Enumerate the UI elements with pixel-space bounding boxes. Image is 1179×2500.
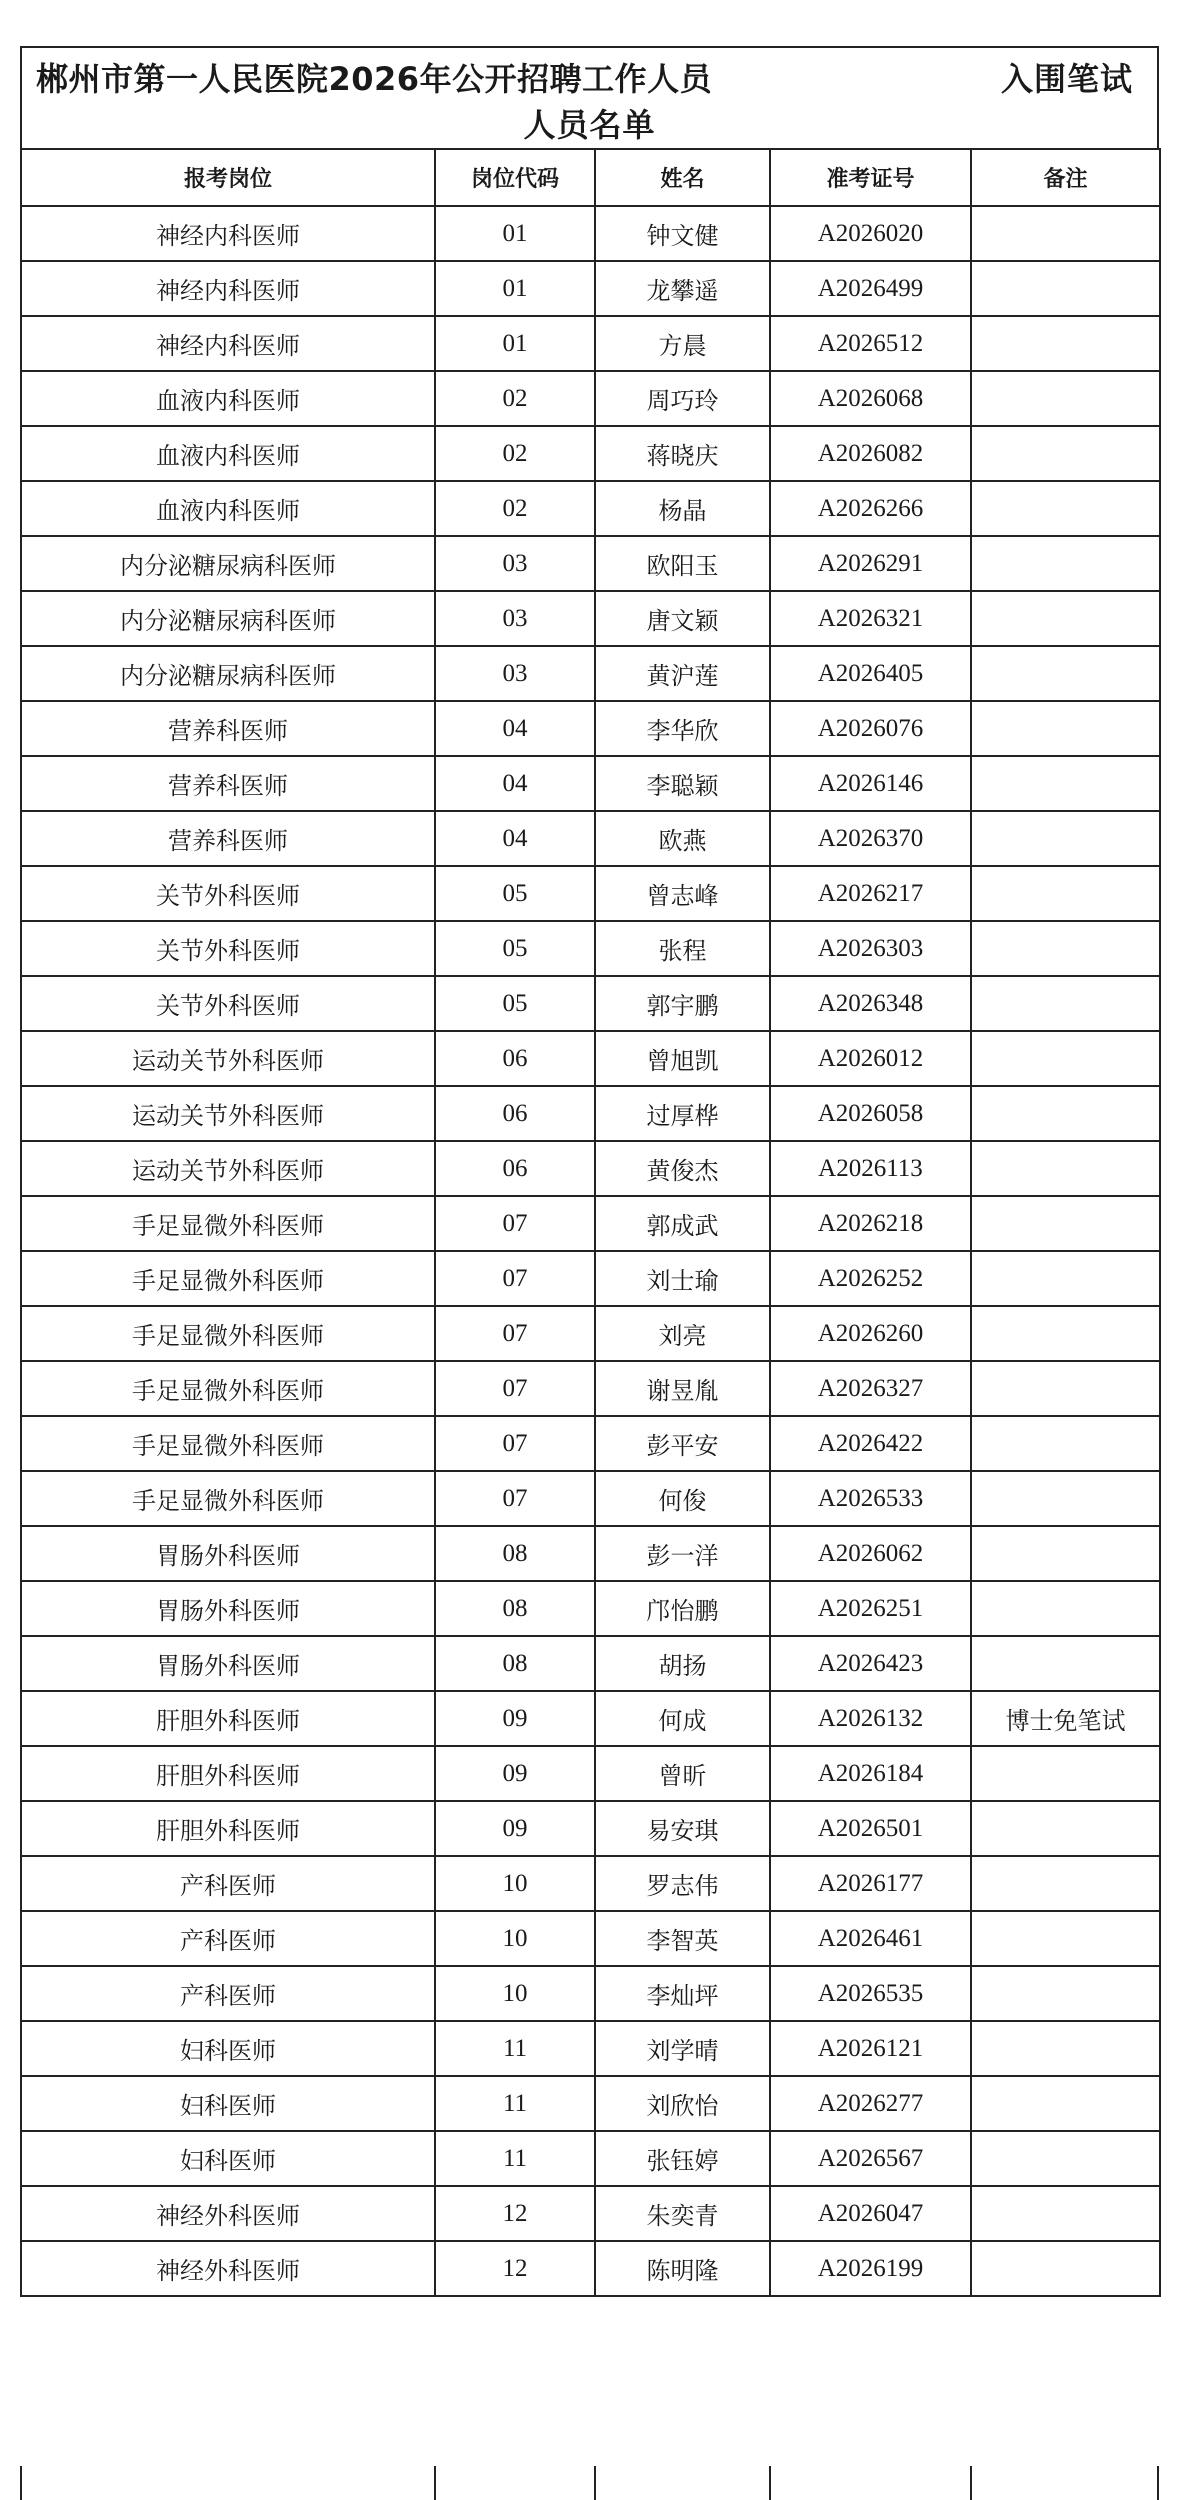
cell-name: 刘士瑜 [595, 1251, 770, 1306]
cell-name: 周巧玲 [595, 371, 770, 426]
cell-position-code: 02 [435, 426, 595, 481]
cell-name: 黄沪莲 [595, 646, 770, 701]
cell-name: 邝怡鹏 [595, 1581, 770, 1636]
cell-position-code: 11 [435, 2021, 595, 2076]
cell-admission-number: A2026423 [770, 1636, 971, 1691]
cell-name: 朱奕青 [595, 2186, 770, 2241]
cell-admission-number: A2026113 [770, 1141, 971, 1196]
cell-admission-number: A2026012 [770, 1031, 971, 1086]
cell-name: 杨晶 [595, 481, 770, 536]
table-row [21, 536, 1160, 591]
cell-position: 神经外科医师 [21, 2186, 435, 2241]
cell-position: 运动关节外科医师 [21, 1086, 435, 1141]
cell-admission-number: A2026461 [770, 1911, 971, 1966]
cell-admission-number: A2026567 [770, 2131, 971, 2186]
cell-admission-number: A2026058 [770, 1086, 971, 1141]
table-row [21, 811, 1160, 866]
cell-position: 肝胆外科医师 [21, 1801, 435, 1856]
table-header-row [21, 149, 1160, 206]
cell-admission-number: A2026501 [770, 1801, 971, 1856]
cell-admission-number: A2026082 [770, 426, 971, 481]
cell-name: 欧阳玉 [595, 536, 770, 591]
cell-position-code: 12 [435, 2186, 595, 2241]
cell-remarks [971, 1966, 1160, 2021]
cell-remarks [971, 1911, 1160, 1966]
cell-position-code: 02 [435, 371, 595, 426]
table-row [21, 921, 1160, 976]
cell-position-code: 03 [435, 646, 595, 701]
cell-position-code: 05 [435, 976, 595, 1031]
cell-position-code: 01 [435, 316, 595, 371]
cell-admission-number: A2026068 [770, 371, 971, 426]
cell-position-code: 08 [435, 1526, 595, 1581]
cell-remarks [971, 591, 1160, 646]
cell-admission-number: A2026533 [770, 1471, 971, 1526]
document-title-right: 入围笔试 [1000, 60, 1133, 98]
cell-name: 过厚桦 [595, 1086, 770, 1141]
cell-name: 陈明隆 [595, 2241, 770, 2296]
cell-remarks [971, 1801, 1160, 1856]
cell-remarks [971, 1416, 1160, 1471]
cell-remarks [971, 481, 1160, 536]
cell-name: 何俊 [595, 1471, 770, 1526]
header-remarks: 备注 [971, 149, 1160, 206]
cell-name: 刘亮 [595, 1306, 770, 1361]
cell-remarks [971, 1856, 1160, 1911]
table-row [21, 2076, 1160, 2131]
table-row [21, 1636, 1160, 1691]
table-row [21, 481, 1160, 536]
table-row [21, 1361, 1160, 1416]
table-row [21, 1746, 1160, 1801]
table-row [21, 756, 1160, 811]
cell-admission-number: A2026252 [770, 1251, 971, 1306]
cell-admission-number: A2026277 [770, 2076, 971, 2131]
header-position-code: 岗位代码 [435, 149, 595, 206]
cell-position: 血液内科医师 [21, 371, 435, 426]
cell-position: 手足显微外科医师 [21, 1416, 435, 1471]
cell-remarks [971, 2021, 1160, 2076]
cell-remarks [971, 426, 1160, 481]
header-position: 报考岗位 [21, 149, 435, 206]
cell-name: 唐文颖 [595, 591, 770, 646]
cell-remarks [971, 976, 1160, 1031]
cell-admission-number: A2026499 [770, 261, 971, 316]
cell-remarks [971, 866, 1160, 921]
table-row [21, 1471, 1160, 1526]
cell-admission-number: A2026177 [770, 1856, 971, 1911]
cell-position: 神经内科医师 [21, 206, 435, 261]
cell-position-code: 07 [435, 1416, 595, 1471]
cell-position: 产科医师 [21, 1966, 435, 2021]
table-row [21, 316, 1160, 371]
cell-position: 运动关节外科医师 [21, 1031, 435, 1086]
cell-position: 内分泌糖尿病科医师 [21, 591, 435, 646]
cell-name: 罗志伟 [595, 1856, 770, 1911]
cell-admission-number: A2026121 [770, 2021, 971, 2076]
cell-position: 胃肠外科医师 [21, 1636, 435, 1691]
cell-position-code: 04 [435, 811, 595, 866]
cell-name: 张钰婷 [595, 2131, 770, 2186]
cell-position: 关节外科医师 [21, 921, 435, 976]
table-row [21, 1031, 1160, 1086]
cell-remarks [971, 646, 1160, 701]
cell-position-code: 11 [435, 2076, 595, 2131]
cell-position: 妇科医师 [21, 2131, 435, 2186]
cell-position: 手足显微外科医师 [21, 1361, 435, 1416]
cell-position: 内分泌糖尿病科医师 [21, 536, 435, 591]
cell-position: 神经内科医师 [21, 261, 435, 316]
table-row [21, 646, 1160, 701]
header-admission-number: 准考证号 [770, 149, 971, 206]
cell-name: 张程 [595, 921, 770, 976]
cell-name: 刘学晴 [595, 2021, 770, 2076]
cell-position: 神经外科医师 [21, 2241, 435, 2296]
cell-admission-number: A2026370 [770, 811, 971, 866]
table-row [21, 1416, 1160, 1471]
cell-admission-number: A2026327 [770, 1361, 971, 1416]
header-name: 姓名 [595, 149, 770, 206]
cell-remarks [971, 1746, 1160, 1801]
cell-name: 曾昕 [595, 1746, 770, 1801]
cell-remarks [971, 756, 1160, 811]
cell-position-code: 07 [435, 1196, 595, 1251]
cell-admission-number: A2026321 [770, 591, 971, 646]
cell-remarks [971, 701, 1160, 756]
cell-name: 方晨 [595, 316, 770, 371]
cell-name: 钟文健 [595, 206, 770, 261]
table-row [21, 1856, 1160, 1911]
cell-position-code: 09 [435, 1691, 595, 1746]
cell-remarks [971, 316, 1160, 371]
cropped-next-row [20, 2466, 1159, 2500]
cell-position: 营养科医师 [21, 701, 435, 756]
table-row [21, 261, 1160, 316]
cell-position: 营养科医师 [21, 811, 435, 866]
cell-position-code: 05 [435, 921, 595, 976]
cell-position: 血液内科医师 [21, 481, 435, 536]
cell-remarks [971, 1581, 1160, 1636]
table-row [21, 1691, 1160, 1746]
cell-position-code: 02 [435, 481, 595, 536]
cell-name: 曾旭凯 [595, 1031, 770, 1086]
table-row [21, 371, 1160, 426]
cell-admission-number: A2026405 [770, 646, 971, 701]
cell-position-code: 10 [435, 1966, 595, 2021]
cell-position: 胃肠外科医师 [21, 1581, 435, 1636]
table-row [21, 1251, 1160, 1306]
cell-remarks [971, 206, 1160, 261]
cell-admission-number: A2026348 [770, 976, 971, 1031]
cell-remarks [971, 2186, 1160, 2241]
cell-name: 何成 [595, 1691, 770, 1746]
cell-name: 刘欣怡 [595, 2076, 770, 2131]
cell-position: 神经内科医师 [21, 316, 435, 371]
table-row [21, 2241, 1160, 2296]
cell-position-code: 10 [435, 1911, 595, 1966]
cell-name: 欧燕 [595, 811, 770, 866]
cell-remarks [971, 1636, 1160, 1691]
cell-position-code: 10 [435, 1856, 595, 1911]
cell-position: 胃肠外科医师 [21, 1526, 435, 1581]
table-row [21, 976, 1160, 1031]
table-row [21, 1526, 1160, 1581]
cell-position-code: 12 [435, 2241, 595, 2296]
cell-admission-number: A2026422 [770, 1416, 971, 1471]
cell-position-code: 11 [435, 2131, 595, 2186]
cell-position-code: 07 [435, 1471, 595, 1526]
cell-position-code: 01 [435, 206, 595, 261]
cell-admission-number: A2026146 [770, 756, 971, 811]
cell-position-code: 04 [435, 756, 595, 811]
cell-admission-number: A2026020 [770, 206, 971, 261]
table-row [21, 2186, 1160, 2241]
cell-position: 手足显微外科医师 [21, 1306, 435, 1361]
cell-name: 彭一洋 [595, 1526, 770, 1581]
table-row [21, 1911, 1160, 1966]
cell-admission-number: A2026184 [770, 1746, 971, 1801]
cell-remarks: 博士免笔试 [971, 1691, 1160, 1746]
cell-admission-number: A2026076 [770, 701, 971, 756]
table-row [21, 206, 1160, 261]
cell-name: 郭宇鹏 [595, 976, 770, 1031]
cell-name: 蒋晓庆 [595, 426, 770, 481]
cell-remarks [971, 2131, 1160, 2186]
title-block [20, 46, 1159, 148]
table-row [21, 426, 1160, 481]
cell-position: 产科医师 [21, 1911, 435, 1966]
table-row [21, 2021, 1160, 2076]
cell-admission-number: A2026251 [770, 1581, 971, 1636]
cell-position-code: 08 [435, 1581, 595, 1636]
cell-position: 妇科医师 [21, 2076, 435, 2131]
cell-position-code: 09 [435, 1801, 595, 1856]
table-row [21, 866, 1160, 921]
cell-remarks [971, 1086, 1160, 1141]
cell-remarks [971, 1471, 1160, 1526]
cell-remarks [971, 2076, 1160, 2131]
cell-remarks [971, 1141, 1160, 1196]
cell-name: 曾志峰 [595, 866, 770, 921]
table-row [21, 701, 1160, 756]
cell-position-code: 03 [435, 536, 595, 591]
table-row [21, 591, 1160, 646]
candidate-table [20, 148, 1161, 2297]
cell-position-code: 06 [435, 1141, 595, 1196]
cell-remarks [971, 811, 1160, 866]
table-row [21, 2131, 1160, 2186]
cell-position-code: 06 [435, 1086, 595, 1141]
cell-name: 李聪颖 [595, 756, 770, 811]
cell-position: 产科医师 [21, 1856, 435, 1911]
cell-position: 肝胆外科医师 [21, 1691, 435, 1746]
cell-remarks [971, 2241, 1160, 2296]
cell-admission-number: A2026217 [770, 866, 971, 921]
table-row [21, 1306, 1160, 1361]
cell-name: 李智英 [595, 1911, 770, 1966]
cell-position: 血液内科医师 [21, 426, 435, 481]
cell-remarks [971, 1306, 1160, 1361]
cell-name: 谢昱胤 [595, 1361, 770, 1416]
table-row [21, 1141, 1160, 1196]
cell-name: 郭成武 [595, 1196, 770, 1251]
document-title: 郴州市第一人民医院2026年公开招聘工作人员 [36, 60, 713, 98]
cell-position: 营养科医师 [21, 756, 435, 811]
cell-admission-number: A2026303 [770, 921, 971, 976]
cell-position-code: 05 [435, 866, 595, 921]
cell-remarks [971, 1031, 1160, 1086]
document-subtitle: 人员名单 [523, 106, 656, 144]
table-row [21, 1966, 1160, 2021]
cell-remarks [971, 371, 1160, 426]
cell-position: 运动关节外科医师 [21, 1141, 435, 1196]
document-sheet [20, 46, 1159, 2297]
cell-remarks [971, 921, 1160, 976]
table-row [21, 1086, 1160, 1141]
cell-position-code: 01 [435, 261, 595, 316]
cell-position-code: 07 [435, 1361, 595, 1416]
table-body [21, 206, 1160, 2296]
cell-position: 妇科医师 [21, 2021, 435, 2076]
cell-admission-number: A2026132 [770, 1691, 971, 1746]
cell-name: 彭平安 [595, 1416, 770, 1471]
cell-position-code: 03 [435, 591, 595, 646]
cell-remarks [971, 1251, 1160, 1306]
cell-admission-number: A2026199 [770, 2241, 971, 2296]
cell-remarks [971, 536, 1160, 591]
cell-name: 黄俊杰 [595, 1141, 770, 1196]
cell-admission-number: A2026260 [770, 1306, 971, 1361]
cell-position: 内分泌糖尿病科医师 [21, 646, 435, 701]
cell-name: 胡扬 [595, 1636, 770, 1691]
cell-remarks [971, 1526, 1160, 1581]
cell-position: 肝胆外科医师 [21, 1746, 435, 1801]
cell-admission-number: A2026047 [770, 2186, 971, 2241]
cell-name: 李华欣 [595, 701, 770, 756]
cell-remarks [971, 1196, 1160, 1251]
cell-position: 手足显微外科医师 [21, 1251, 435, 1306]
cell-remarks [971, 1361, 1160, 1416]
cell-position-code: 09 [435, 1746, 595, 1801]
table-row [21, 1196, 1160, 1251]
cell-admission-number: A2026291 [770, 536, 971, 591]
cell-position: 关节外科医师 [21, 976, 435, 1031]
cell-position-code: 06 [435, 1031, 595, 1086]
cell-position-code: 07 [435, 1306, 595, 1361]
cell-admission-number: A2026512 [770, 316, 971, 371]
cell-position-code: 08 [435, 1636, 595, 1691]
cell-admission-number: A2026266 [770, 481, 971, 536]
cell-admission-number: A2026062 [770, 1526, 971, 1581]
cell-position-code: 07 [435, 1251, 595, 1306]
table-row [21, 1581, 1160, 1636]
cell-name: 易安琪 [595, 1801, 770, 1856]
cell-position-code: 04 [435, 701, 595, 756]
cell-name: 龙攀遥 [595, 261, 770, 316]
cell-position: 手足显微外科医师 [21, 1471, 435, 1526]
table-row [21, 1801, 1160, 1856]
cell-position: 关节外科医师 [21, 866, 435, 921]
cell-position: 手足显微外科医师 [21, 1196, 435, 1251]
cell-name: 李灿坪 [595, 1966, 770, 2021]
cell-admission-number: A2026218 [770, 1196, 971, 1251]
cell-remarks [971, 261, 1160, 316]
cell-admission-number: A2026535 [770, 1966, 971, 2021]
